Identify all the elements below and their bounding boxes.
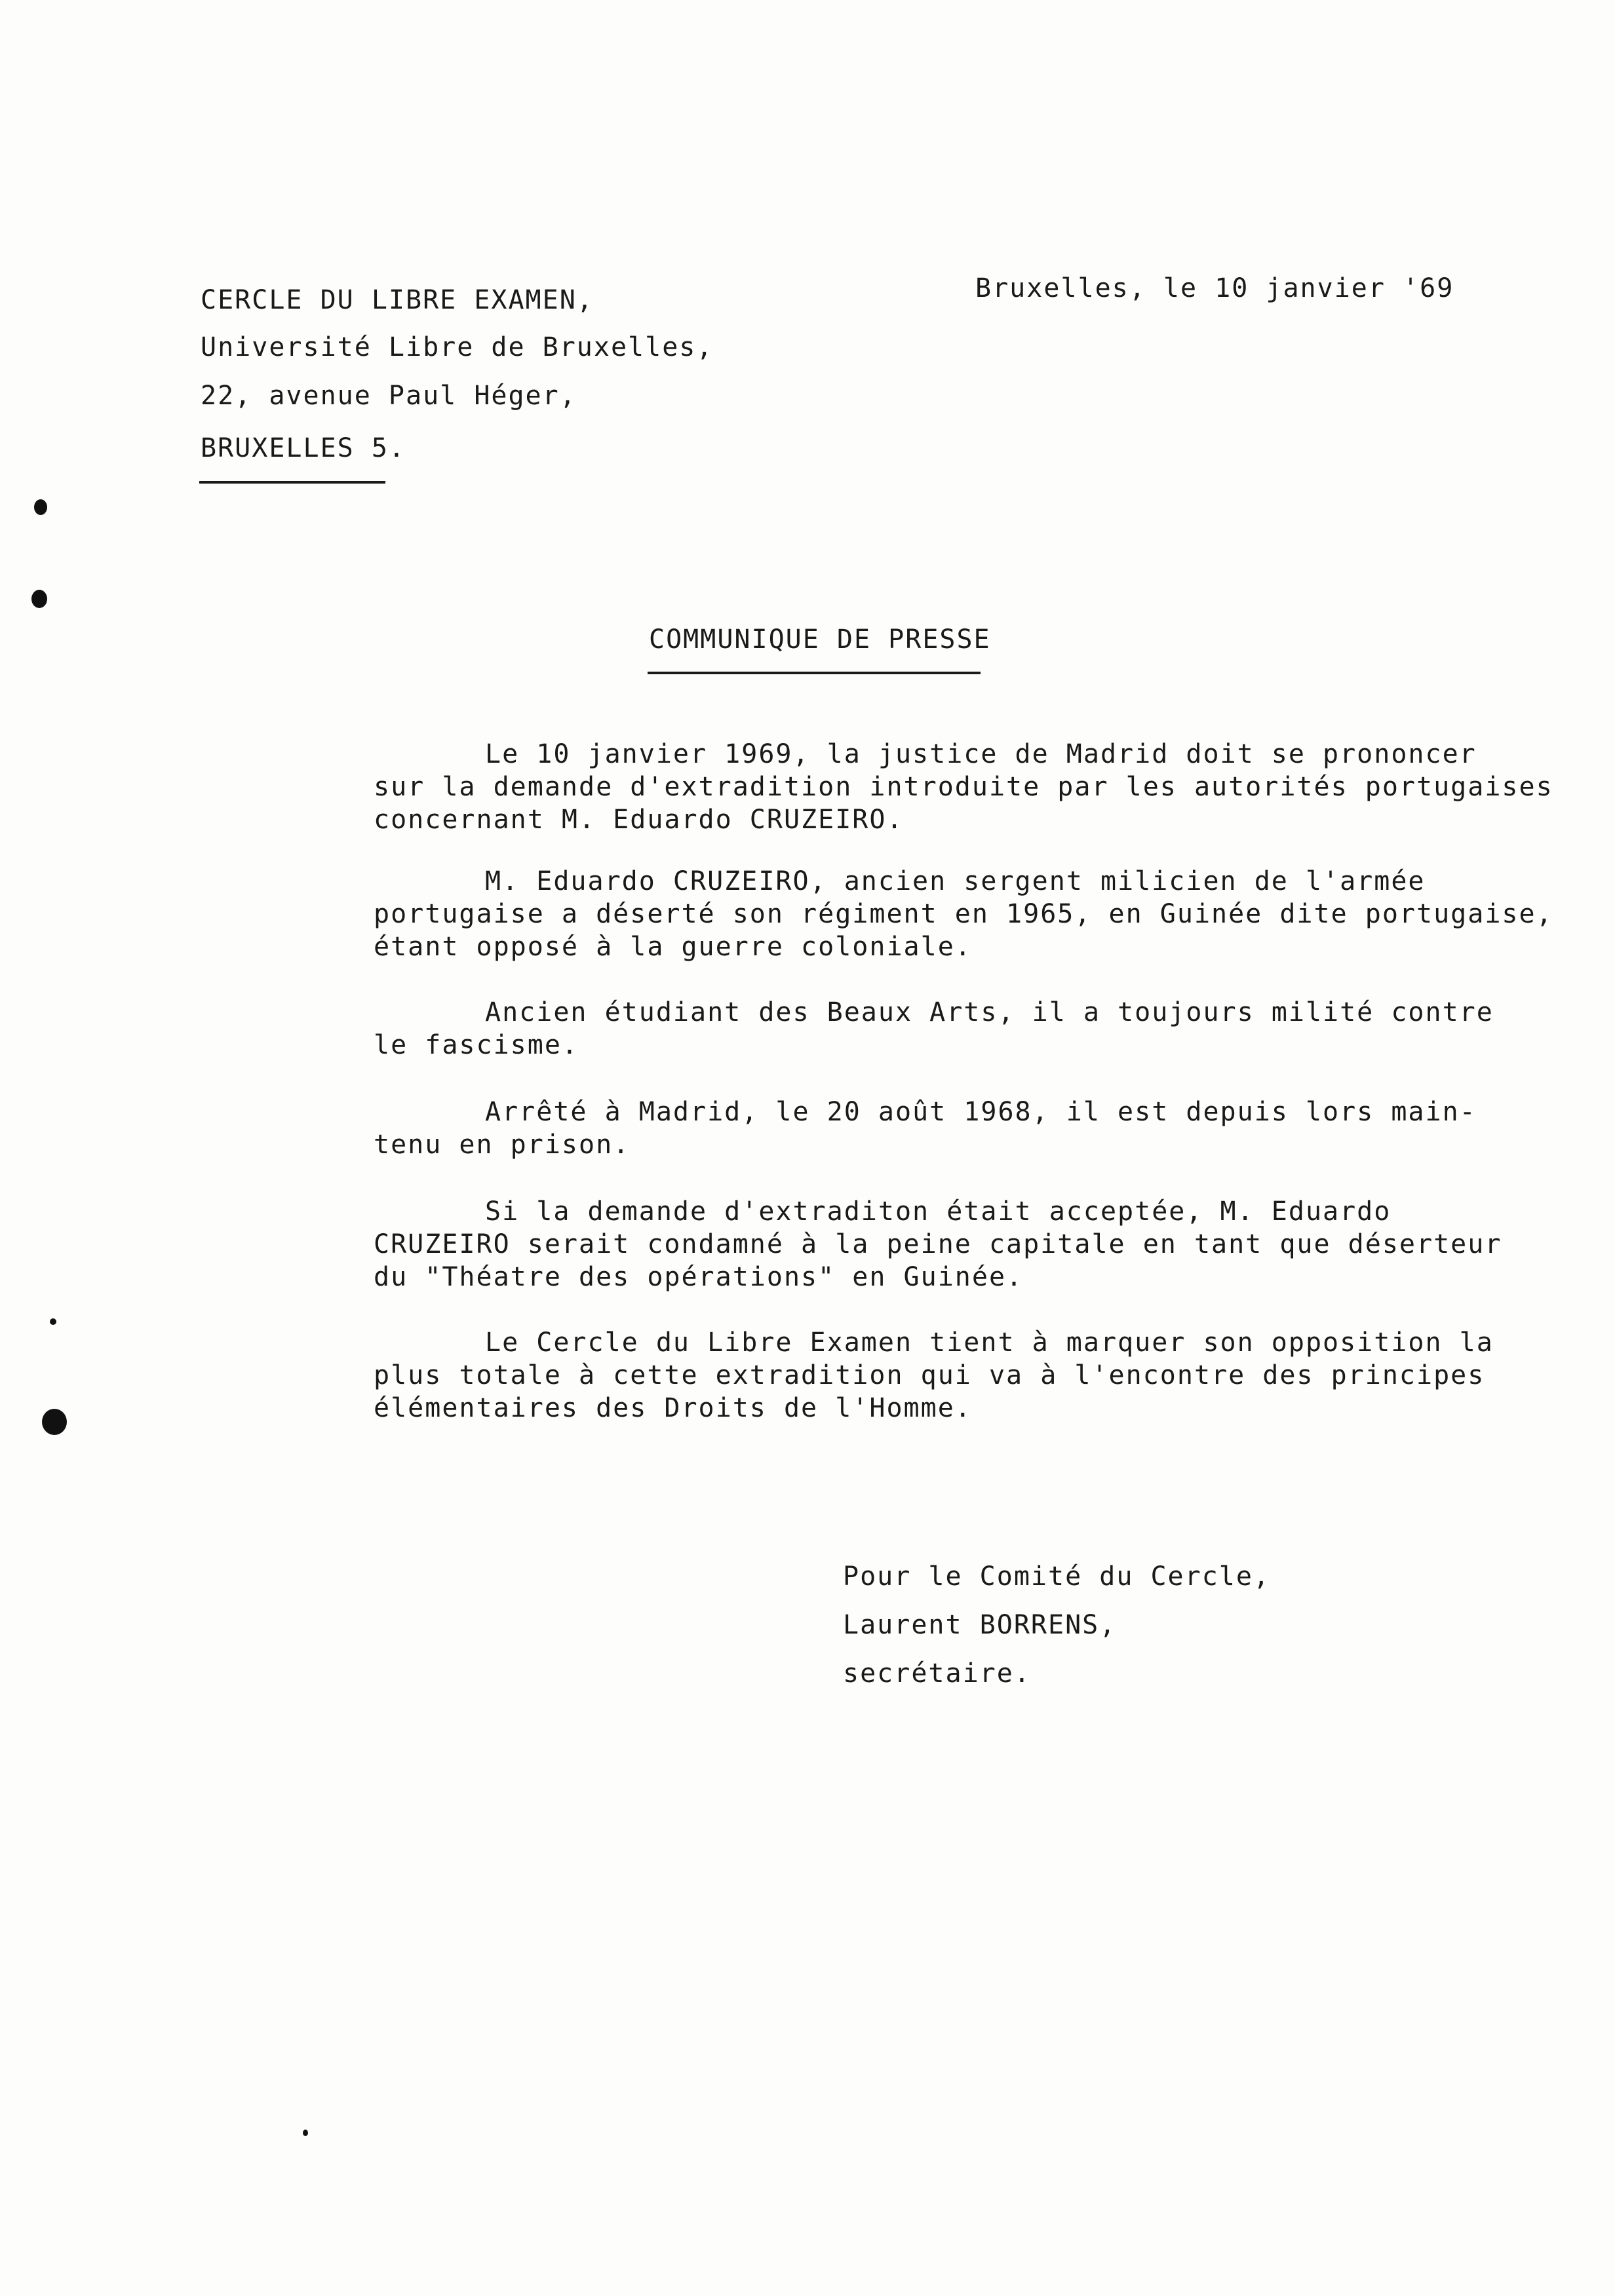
paragraph-line: Arrêté à Madrid, le 20 août 1968, il est depuis lors main- xyxy=(485,1097,1477,1127)
signature-title: secrétaire. xyxy=(843,1658,1031,1689)
sender-city: BRUXELLES 5. xyxy=(201,433,406,463)
sender-name: CERCLE DU LIBRE EXAMEN, xyxy=(201,285,594,315)
document-title: COMMUNIQUE DE PRESSE xyxy=(649,624,991,655)
paragraph-line: sur la demande d'extradition introduite par les autorités portugaises xyxy=(374,772,1553,802)
paragraph-line: CRUZEIRO serait condamné à la peine capitale en tant que déserteur xyxy=(374,1229,1502,1259)
sender-university: Université Libre de Bruxelles, xyxy=(201,332,714,362)
paragraph-line: plus totale à cette extradition qui va à l'encontre des principes xyxy=(374,1360,1485,1390)
scan-speck xyxy=(303,2130,308,2136)
body-paragraph xyxy=(374,1326,1527,1425)
body-paragraph xyxy=(374,1195,1527,1293)
paragraph-line: élémentaires des Droits de l'Homme. xyxy=(374,1393,972,1423)
paragraph-line: concernant M. Eduardo CRUZEIRO. xyxy=(374,805,904,835)
scan-speck xyxy=(42,1409,67,1435)
body-paragraph xyxy=(374,865,1553,963)
body-paragraph xyxy=(374,738,1553,836)
paragraph-line: Si la demande d'extraditon était acceptée, M. Eduardo xyxy=(485,1196,1391,1227)
paragraph-line: M. Eduardo CRUZEIRO, ancien sergent milicien de l'armée xyxy=(485,866,1426,896)
title-underline xyxy=(648,672,981,674)
paragraph-line: Ancien étudiant des Beaux Arts, il a toujours milité contre xyxy=(485,997,1494,1027)
paragraph-line: le fascisme. xyxy=(374,1030,579,1060)
paragraph-line: Le Cercle du Libre Examen tient à marquer son opposition la xyxy=(485,1328,1494,1358)
scan-speck xyxy=(34,499,47,515)
letter-date: Bruxelles, le 10 janvier '69 xyxy=(975,273,1454,303)
signature-line: Pour le Comité du Cercle, xyxy=(843,1561,1271,1592)
scan-speck xyxy=(50,1318,56,1325)
signature-name: Laurent BORRENS, xyxy=(843,1610,1117,1640)
paragraph-line: portugaise a déserté son régiment en 1965, en Guinée dite portugaise, xyxy=(374,899,1553,929)
paragraph-line: étant opposé à la guerre coloniale. xyxy=(374,932,972,962)
paragraph-line: du "Théatre des opérations" en Guinée. xyxy=(374,1262,1024,1292)
sender-street: 22, avenue Paul Héger, xyxy=(201,381,577,411)
paragraph-line: Le 10 janvier 1969, la justice de Madrid doit se prononcer xyxy=(485,739,1477,769)
body-paragraph xyxy=(374,1096,1527,1161)
scan-speck xyxy=(31,590,47,608)
body-paragraph xyxy=(374,996,1527,1062)
sender-underline xyxy=(199,481,385,484)
paragraph-line: tenu en prison. xyxy=(374,1130,631,1160)
